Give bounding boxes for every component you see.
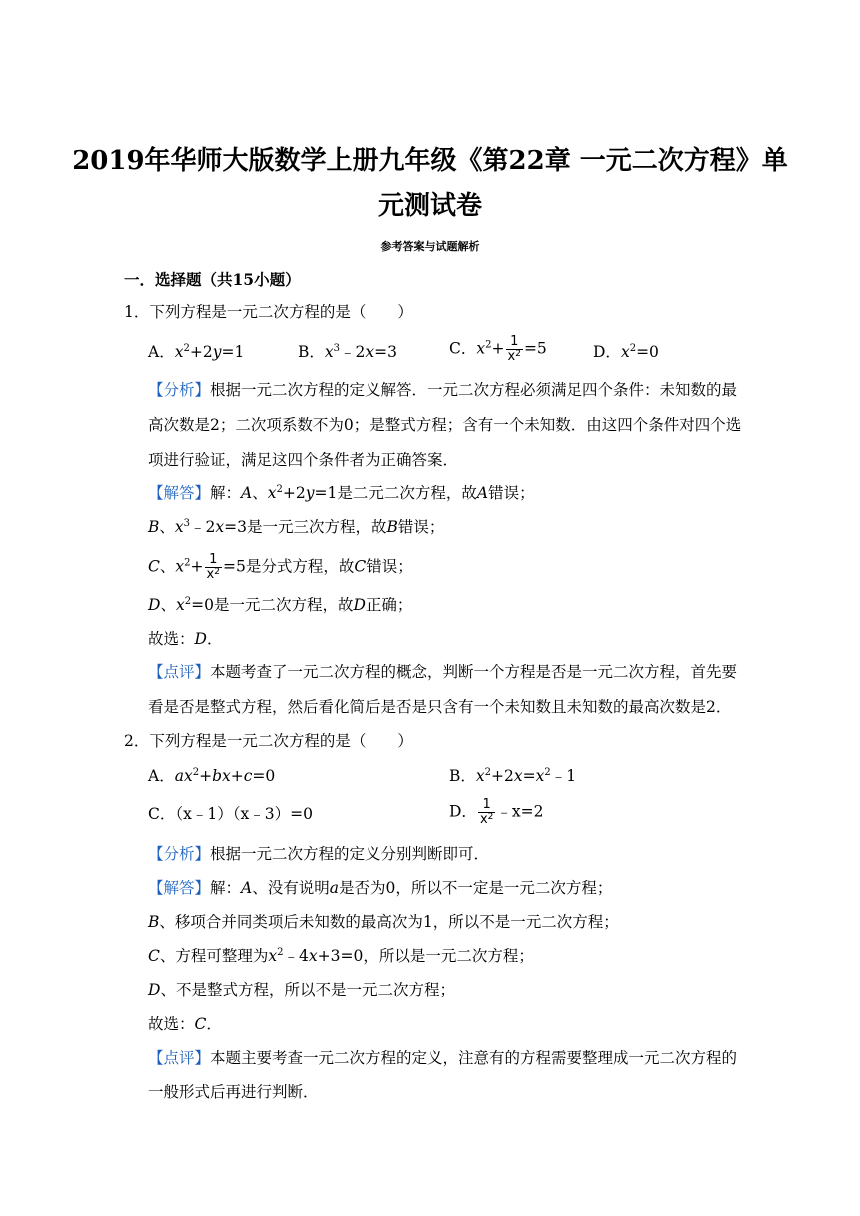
q1-answer-line-b: B、$x^3﹣2x=3$是一元三次方程，故B错误； — [148, 518, 445, 536]
q2-option-d-fraction: $\frac{1}{x^2}$ — [479, 797, 494, 827]
q1-option-c-label: C． — [449, 339, 477, 358]
q2-answer-line-b: B、移项合并同类项后未知数的最高次为1，所以不是一元二次方程； — [148, 913, 619, 931]
q1-option-c: C．$x^2+$ $\frac{1}{x^2}$ =5 — [449, 334, 547, 364]
q1-option-b-label: B． — [298, 343, 325, 361]
q1-option-a: A．$x^2+2y=1$ — [148, 343, 245, 361]
q1-answer-line-a: 【解答】解：A、$x^2+2y=1$是二元二次方程，故A错误； — [148, 484, 535, 502]
q1-option-c-eq: =5 — [523, 339, 547, 358]
q1-option-b: B．$x^3﹣2x=3$ — [298, 343, 397, 361]
q1-answer-line-c: C、$x^2+$ $\frac{1}{x^2}$ =5是分式方程，故C错误； — [148, 552, 413, 582]
q2-answer-tag: 【解答】 — [148, 879, 211, 897]
q2-answer-line-a: 【解答】解：A、没有说明a是否为0，所以不一定是一元二次方程； — [148, 879, 613, 897]
q1-answer-line-d: D、$x^2=0$是一元二次方程，故D正确； — [148, 596, 413, 614]
q2-review-line-2: 一般形式后再进行判断． — [148, 1083, 319, 1101]
q2-review-tag: 【点评】 — [148, 1049, 211, 1067]
q1-answer-tag: 【解答】 — [148, 484, 211, 502]
q1-analysis-line-1: 【分析】根据一元二次方程的定义解答．一元二次方程必须满足四个条件：未知数的最 — [148, 381, 738, 399]
q2-choice: 故选：C． — [148, 1015, 222, 1033]
q1-analysis-line-3: 项进行验证，满足这四个条件者为正确答案． — [148, 451, 459, 469]
q1-option-d: D．$x^2=0$ — [593, 343, 659, 361]
q2-option-b: B．$x^2+2x=x^2﹣1$ — [449, 767, 577, 785]
q1-review-line-2: 看是否是整式方程，然后看化简后是否是只含有一个未知数且未知数的最高次数是2． — [148, 698, 732, 716]
q2-answer-line-c: C、方程可整理为$x^2﹣4x+3=0$，所以是一元二次方程； — [148, 947, 534, 965]
doc-subtitle: 参考答案与试题解析 — [380, 240, 480, 253]
q1-option-d-label: D． — [593, 343, 621, 361]
q1-review-line-1: 【点评】本题考查了一元二次方程的概念，判断一个方程是否是一元二次方程，首先要 — [148, 663, 738, 681]
q1-analysis-tag: 【分析】 — [148, 381, 211, 399]
q2-review-line-1: 【点评】本题主要考查一元二次方程的定义，注意有的方程需要整理成一元二次方程的 — [148, 1049, 738, 1067]
q1-option-a-eq: =1 — [221, 343, 245, 361]
q2-option-c-text: （x﹣1）（x﹣3）=0 — [175, 805, 313, 823]
q1-choice-letter: D — [194, 630, 207, 648]
q1-option-b-eq: =3 — [374, 343, 397, 361]
q2-choice-letter: C — [194, 1015, 207, 1033]
q2-analysis-line-1: 【分析】根据一元二次方程的定义分别判断即可． — [148, 845, 490, 863]
q2-option-a: A．$ax^2+bx+c=0$ — [148, 767, 276, 785]
q1-analysis-line-2: 高次数是2；二次项系数不为0；是整式方程；含有一个未知数．由这四个条件对四个选 — [148, 416, 742, 434]
q1-answer-c-fraction: $\frac{1}{x^2}$ — [206, 552, 220, 582]
q2-option-c: C．（x﹣1）（x﹣3）=0 — [148, 805, 313, 823]
doc-title-line-1: 2019年华师大版数学上册九年级《第22章 一元二次方程》单 — [72, 146, 788, 176]
q1-stem: 1．下列方程是一元二次方程的是（ ） — [124, 303, 413, 321]
q2-answer-line-d: D、不是整式方程，所以不是一元二次方程； — [148, 981, 455, 999]
q2-analysis-tag: 【分析】 — [148, 845, 211, 863]
q1-review-tag: 【点评】 — [148, 663, 211, 681]
q1-option-c-fraction: $\frac{1}{x^2}$ — [507, 334, 521, 364]
q2-option-d-eq: =2 — [520, 802, 544, 821]
q1-option-a-label: A． — [148, 343, 175, 361]
doc-title-line-2: 元测试卷 — [377, 191, 482, 221]
q2-stem: 2．下列方程是一元二次方程的是（ ） — [124, 732, 413, 750]
section-heading: 一．选择题（共15小题） — [124, 270, 301, 289]
q1-choice: 故选：D． — [148, 630, 223, 648]
q1-option-d-eq: =0 — [636, 343, 659, 361]
q2-option-d: D． $\frac{1}{x^2}$ ﹣x=2 — [449, 797, 544, 827]
